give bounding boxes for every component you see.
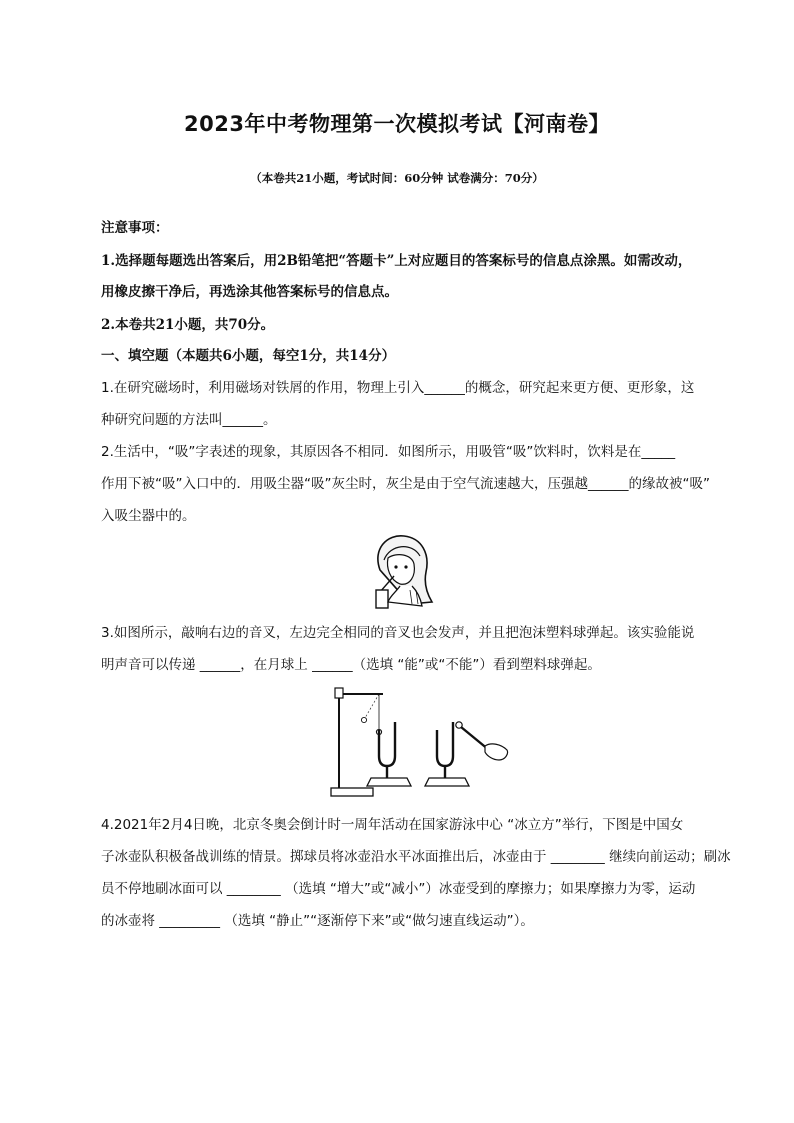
section-1-heading: 一、填空题（本题共6小题，每空1分，共14分） <box>101 348 396 364</box>
question-4-line-1: 4.2021年2月4日晚，北京冬奥会倒计时一周年活动在国家游泳中心 “冰立方”举行，下图是中国女 <box>101 817 684 833</box>
question-2-line-3: 入吸尘器中的。 <box>101 508 196 524</box>
notice-item-1-line-2: 用橡皮擦干净后，再选涂其他答案标号的信息点。 <box>101 284 398 300</box>
question-1-line-2: 种研究问题的方法叫______。 <box>101 412 277 428</box>
question-4-line-3: 员不停地刷冰面可以 ________ （选填 “增大”或“减小”）冰壶受到的摩擦力；如果摩擦力为零，运动 <box>101 881 696 897</box>
question-2-line-1: 2.生活中，“吸”字表述的现象，其原因各不相同．如图所示，用吸管“吸”饮料时，饮料是在_____ <box>101 444 676 460</box>
notice-item-2: 2.本卷共21小题，共70分。 <box>101 317 275 333</box>
question-2-line-2: 作用下被“吸”入口中的．用吸尘器“吸”灰尘时，灰尘是由于空气流速越大，压强越______的缘故被“吸” <box>101 476 710 492</box>
question-4-line-2: 子冰壶队积极备战训练的情景。掷球员将冰壶沿水平冰面推出后，冰壶由于 ________ 继续向前运动；刷冰 <box>101 849 731 865</box>
exam-info-subtitle: （本卷共21小题，考试时间：60分钟 试卷满分：70分） <box>250 171 544 185</box>
question-3-line-2: 明声音可以传递 ______，在月球上 ______（选填 “能”或“不能”）看到塑料球弹起。 <box>101 657 601 673</box>
question-3-line-1: 3.如图所示，敲响右边的音叉，左边完全相同的音叉也会发声，并且把泡沫塑料球弹起。该实验能说 <box>101 625 695 641</box>
child-drinking-straw-figure <box>366 530 436 612</box>
page-title: 2023年中考物理第一次模拟考试【河南卷】 <box>184 112 610 136</box>
notice-heading: 注意事项： <box>101 220 169 236</box>
notice-item-1-line-1: 1.选择题每题选出答案后，用2B铅笔把“答题卡”上对应题目的答案标号的信息点涂黑。如需改动， <box>101 253 692 269</box>
question-1-line-1: 1.在研究磁场时，利用磁场对铁屑的作用，物理上引入______的概念，研究起来更方便、更形象，这 <box>101 380 695 396</box>
tuning-fork-experiment-figure <box>325 684 515 800</box>
question-4-line-4: 的冰壶将 _________ （选填 “静止”“逐渐停下来”或“做匀速直线运动”）。 <box>101 913 534 929</box>
